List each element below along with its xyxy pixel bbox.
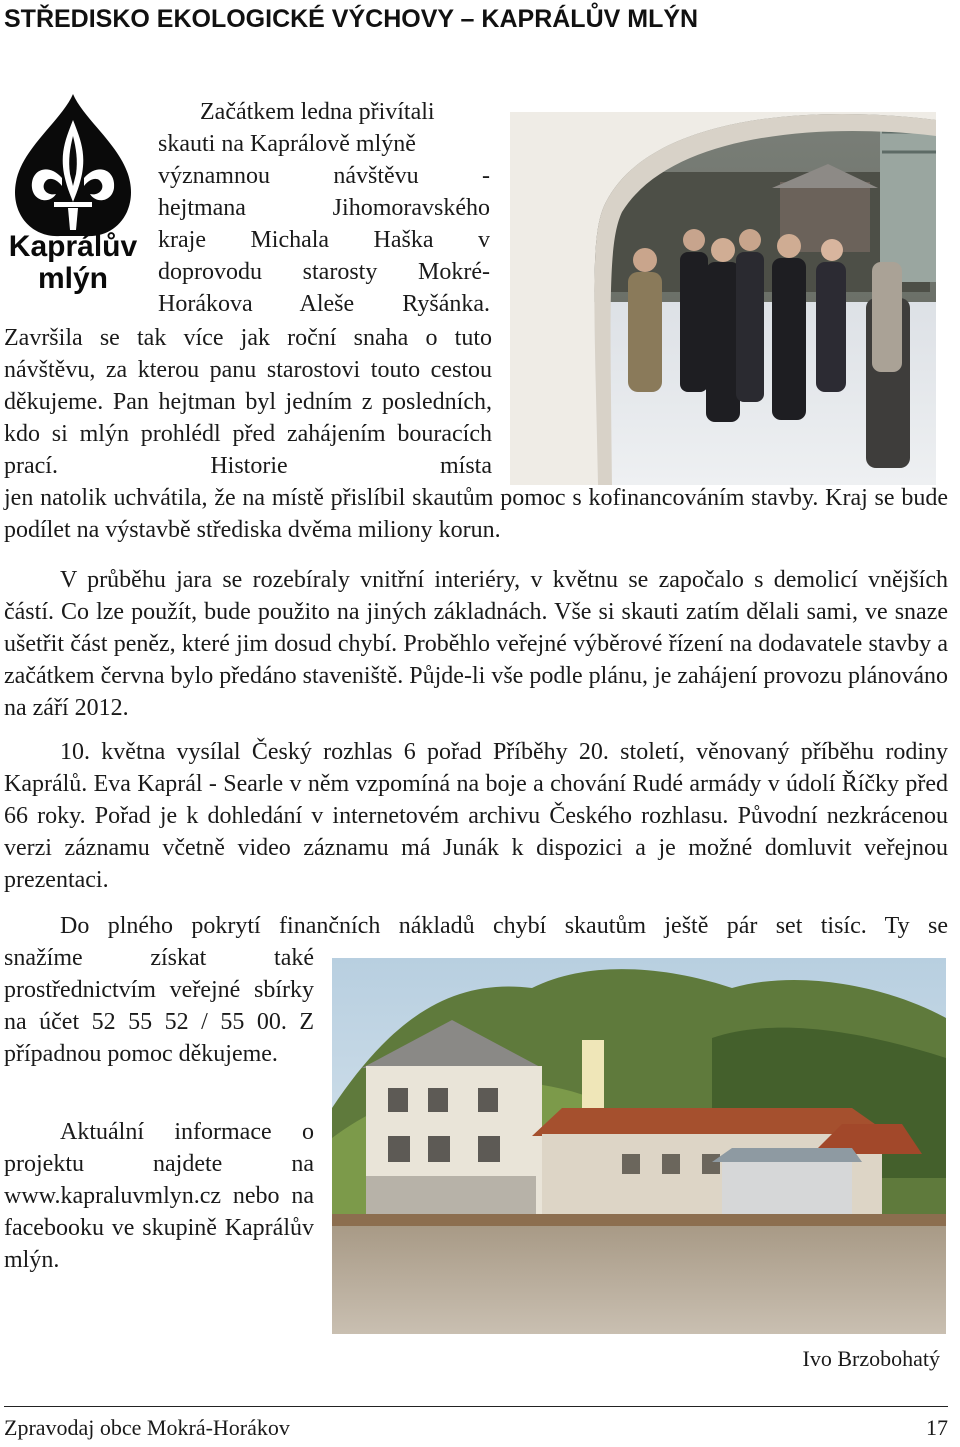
text-span: kraje Michala Haška v [158, 227, 490, 253]
photo-hejtman-visit [510, 112, 936, 485]
paragraph-3: 10. května vysílal Český rozhlas 6 pořad Příběhy 20. století, věnovaný příběhu rodiny Kaprálů. Eva Kaprál - Searle v něm vzpomíná na boje a chování Rudé armády v údolí Říčky před 66 roky. Pořad je k dohledání v internetovém archivu Českého rozhlasu. Původní nezkrácenou verzi záznamu včetně video záznamu má Junák k dispozici a je možné domluvit veřejnou prezentaci. [4, 739, 948, 893]
text-span: Horákova Aleše Ryšánka. [158, 291, 490, 317]
kapraluv-mlyn-logo [4, 90, 142, 300]
text-span: skauti na Kaprálově mlýně [158, 131, 416, 157]
paragraph-line [158, 288, 490, 320]
author-signature: Ivo Brzobohatý [802, 1346, 940, 1371]
photo-kapraluv-mlyn-building [332, 958, 946, 1334]
text-span: hejtmana Jihomoravského [158, 195, 490, 221]
logo-text-line1: Kaprálův [8, 230, 138, 263]
logo-text-line2: mlýn [37, 262, 109, 295]
paragraph-1-continued: Završila se tak více jak roční snaha o tuto návštěvu, za kterou panu starostovi touto cestou děkujeme. Pan hejtman byl jedním z posledních, kdo si mlýn prohlédl před zahájením bouracích prací. Historie místa [4, 325, 492, 479]
page-title: STŘEDISKO EKOLOGICKÉ VÝCHOVY – KAPRÁLŮV MLÝN [4, 5, 699, 33]
text-span: významnou návštěvu - [158, 163, 490, 189]
paragraph-line [158, 256, 490, 288]
paragraph-5: Aktuální informace o projektu najdete na www.kapraluvmlyn.cz nebo na facebooku ve skupině Kaprálův mlýn. [4, 1119, 314, 1273]
footer-divider [4, 1406, 948, 1407]
footer-newsletter-name: Zpravodaj obce Mokrá-Horákov [4, 1415, 290, 1440]
paragraph-line [158, 160, 490, 192]
paragraph-4: snažíme získat také prostřednictvím veřejné sbírky na účet 52 55 52 / 55 00. Z případnou pomoc děkujeme. [4, 945, 314, 1067]
text-span: doprovodu starosty Mokré- [158, 259, 490, 285]
paragraph-1-end: jen natolik uchvátila, že na místě přislíbil skautům pomoc s kofinancováním stavby. Kraj se bude podílet na výstavbě střediska dvěma miliony korun. [4, 485, 948, 543]
page-number: 17 [926, 1415, 948, 1440]
paragraph-line [158, 192, 490, 224]
paragraph-line: Začátkem ledna přivítali [200, 99, 435, 125]
paragraph-line [158, 224, 490, 256]
paragraph-line [158, 128, 490, 160]
paragraph-4-first-line: Do plného pokrytí finančních nákladů chybí skautům ještě pár set tisíc. Ty se [60, 913, 948, 939]
paragraph-2: V průběhu jara se rozebíraly vnitřní interiéry, v květnu se započalo s demolicí vnějších částí. Co lze použít, bude použito na jiných základnách. Vše si skauti zatím dělali sami, ve snaze ušetřit část peněz, které jim dosud chybí. Proběhlo veřejné výběrové řízení na dodavatele stavby a začátkem června bylo předáno staveniště. Půjde-li vše podle plánu, je zahájení provozu plánováno na září 2012. [4, 567, 948, 721]
fleur-de-lis-icon [4, 90, 142, 300]
